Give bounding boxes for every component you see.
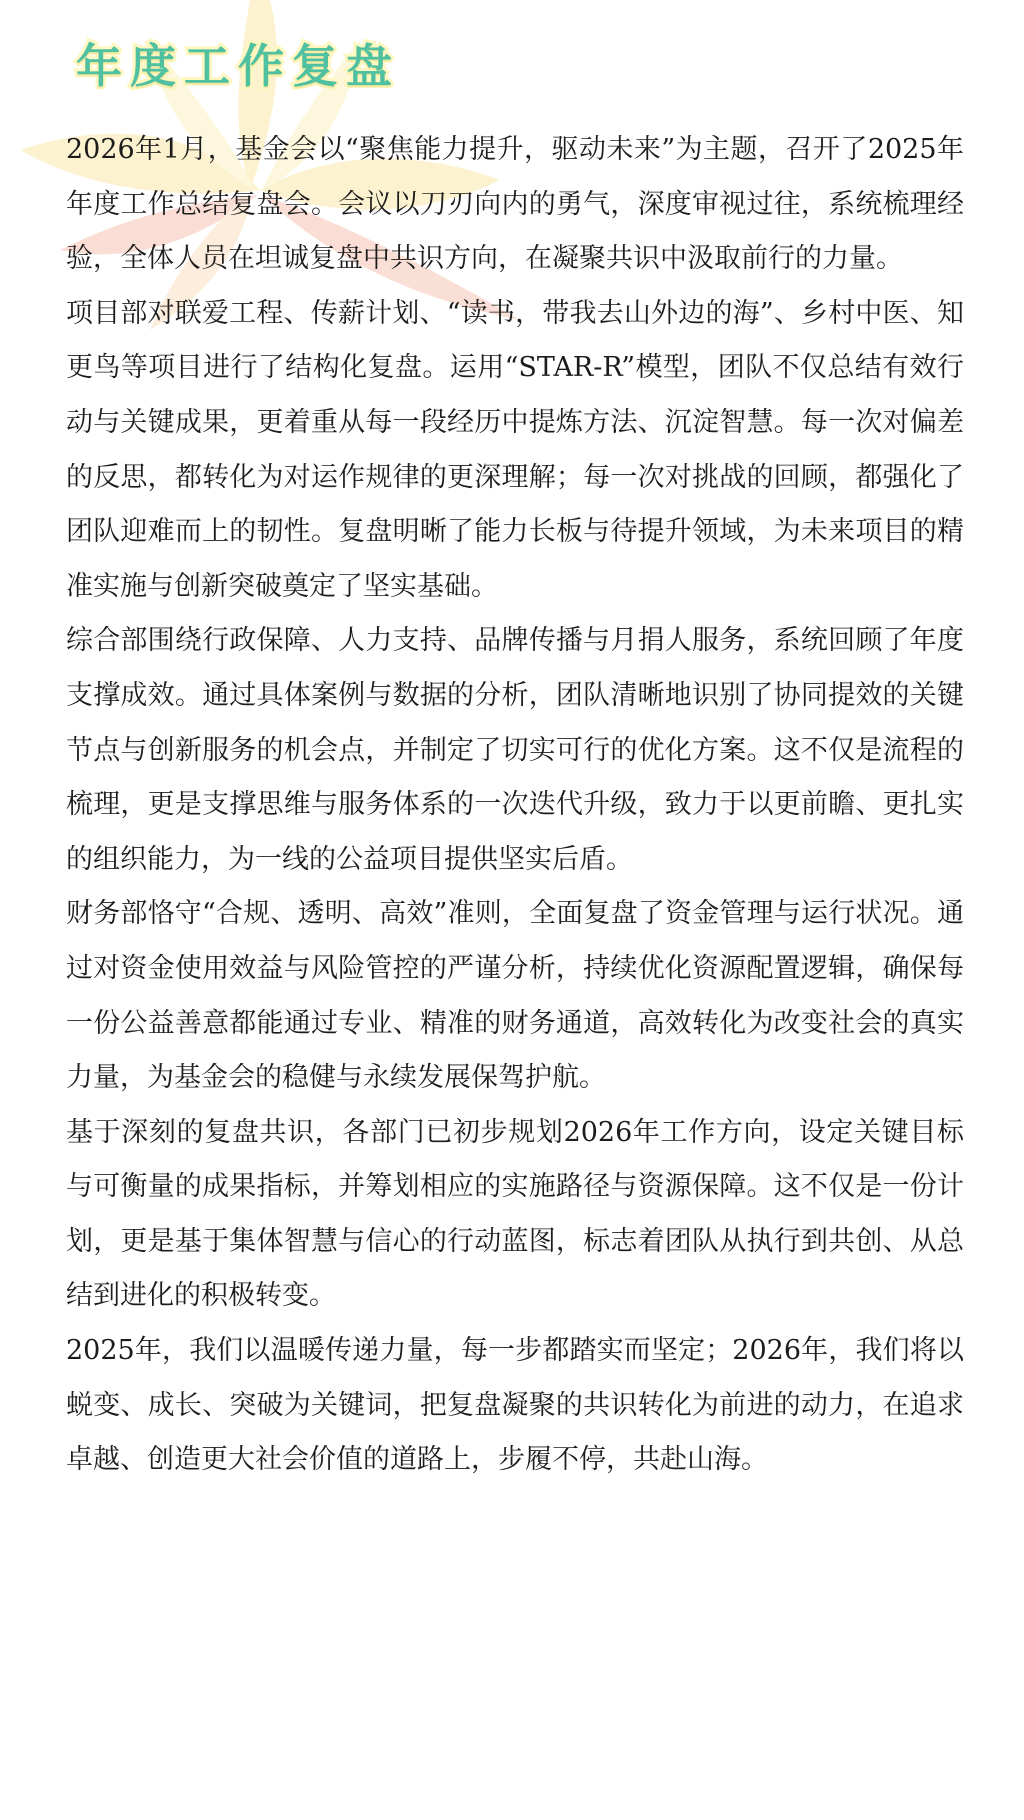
paragraph-project-dept: 项目部对联爱工程、传薪计划、“读书，带我去山外边的海”、乡村中医、知更鸟等项目进行了结构化复盘。运用“STAR-R”模型，团队不仅总结有效行动与关键成果，更着重从每一段经历中提炼方法、沉淀智慧。每一次对偏差的反思，都转化为对运作规律的更深理解；每一次对挑战的回顾，都强化了团队迎难而上的韧性。复盘明晰了能力长板与待提升领域，为未来项目的精准实施与创新突破奠定了坚实基础。 bbox=[66, 297, 964, 602]
article-body bbox=[66, 123, 964, 1488]
paragraph-general-dept: 综合部围绕行政保障、人力支持、品牌传播与月捐人服务，系统回顾了年度支撑成效。通过具体案例与数据的分析，团队清晰地识别了协同提效的关键节点与创新服务的机会点，并制定了切实可行的优化方案。这不仅是流程的梳理，更是支撑思维与服务体系的一次迭代升级，致力于以更前瞻、更扎实的组织能力，为一线的公益项目提供坚实后盾。 bbox=[66, 625, 964, 875]
paragraph-intro: 2026年1月，基金会以“聚焦能力提升，驱动未来”为主题，召开了2025年年度工作总结复盘会。会议以刀刃向内的勇气，深度审视过往，系统梳理经验，全体人员在坦诚复盘中共识方向，在凝聚共识中汲取前行的力量。 bbox=[66, 134, 964, 275]
paragraph-planning: 基于深刻的复盘共识，各部门已初步规划2026年工作方向，设定关键目标与可衡量的成果指标，并筹划相应的实施路径与资源保障。这不仅是一份计划，更是基于集体智慧与信心的行动蓝图，标志着团队从执行到共创、从总结到进化的积极转变。 bbox=[66, 1116, 964, 1312]
page-title: 年度工作复盘 bbox=[76, 39, 400, 93]
paragraph-finance-dept: 财务部恪守“合规、透明、高效”准则，全面复盘了资金管理与运行状况。通过对资金使用效益与风险管控的严谨分析，持续优化资源配置逻辑，确保每一份公益善意都能通过专业、精准的财务通道，高效转化为改变社会的真实力量，为基金会的稳健与永续发展保驾护航。 bbox=[66, 898, 964, 1094]
paragraph-closing: 2025年，我们以温暖传递力量，每一步都踏实而坚定；2026年，我们将以蜕变、成长、突破为关键词，把复盘凝聚的共识转化为前进的动力，在追求卓越、创造更大社会价值的道路上，步履不停，共赴山海。 bbox=[66, 1335, 964, 1476]
title-block bbox=[76, 36, 400, 96]
